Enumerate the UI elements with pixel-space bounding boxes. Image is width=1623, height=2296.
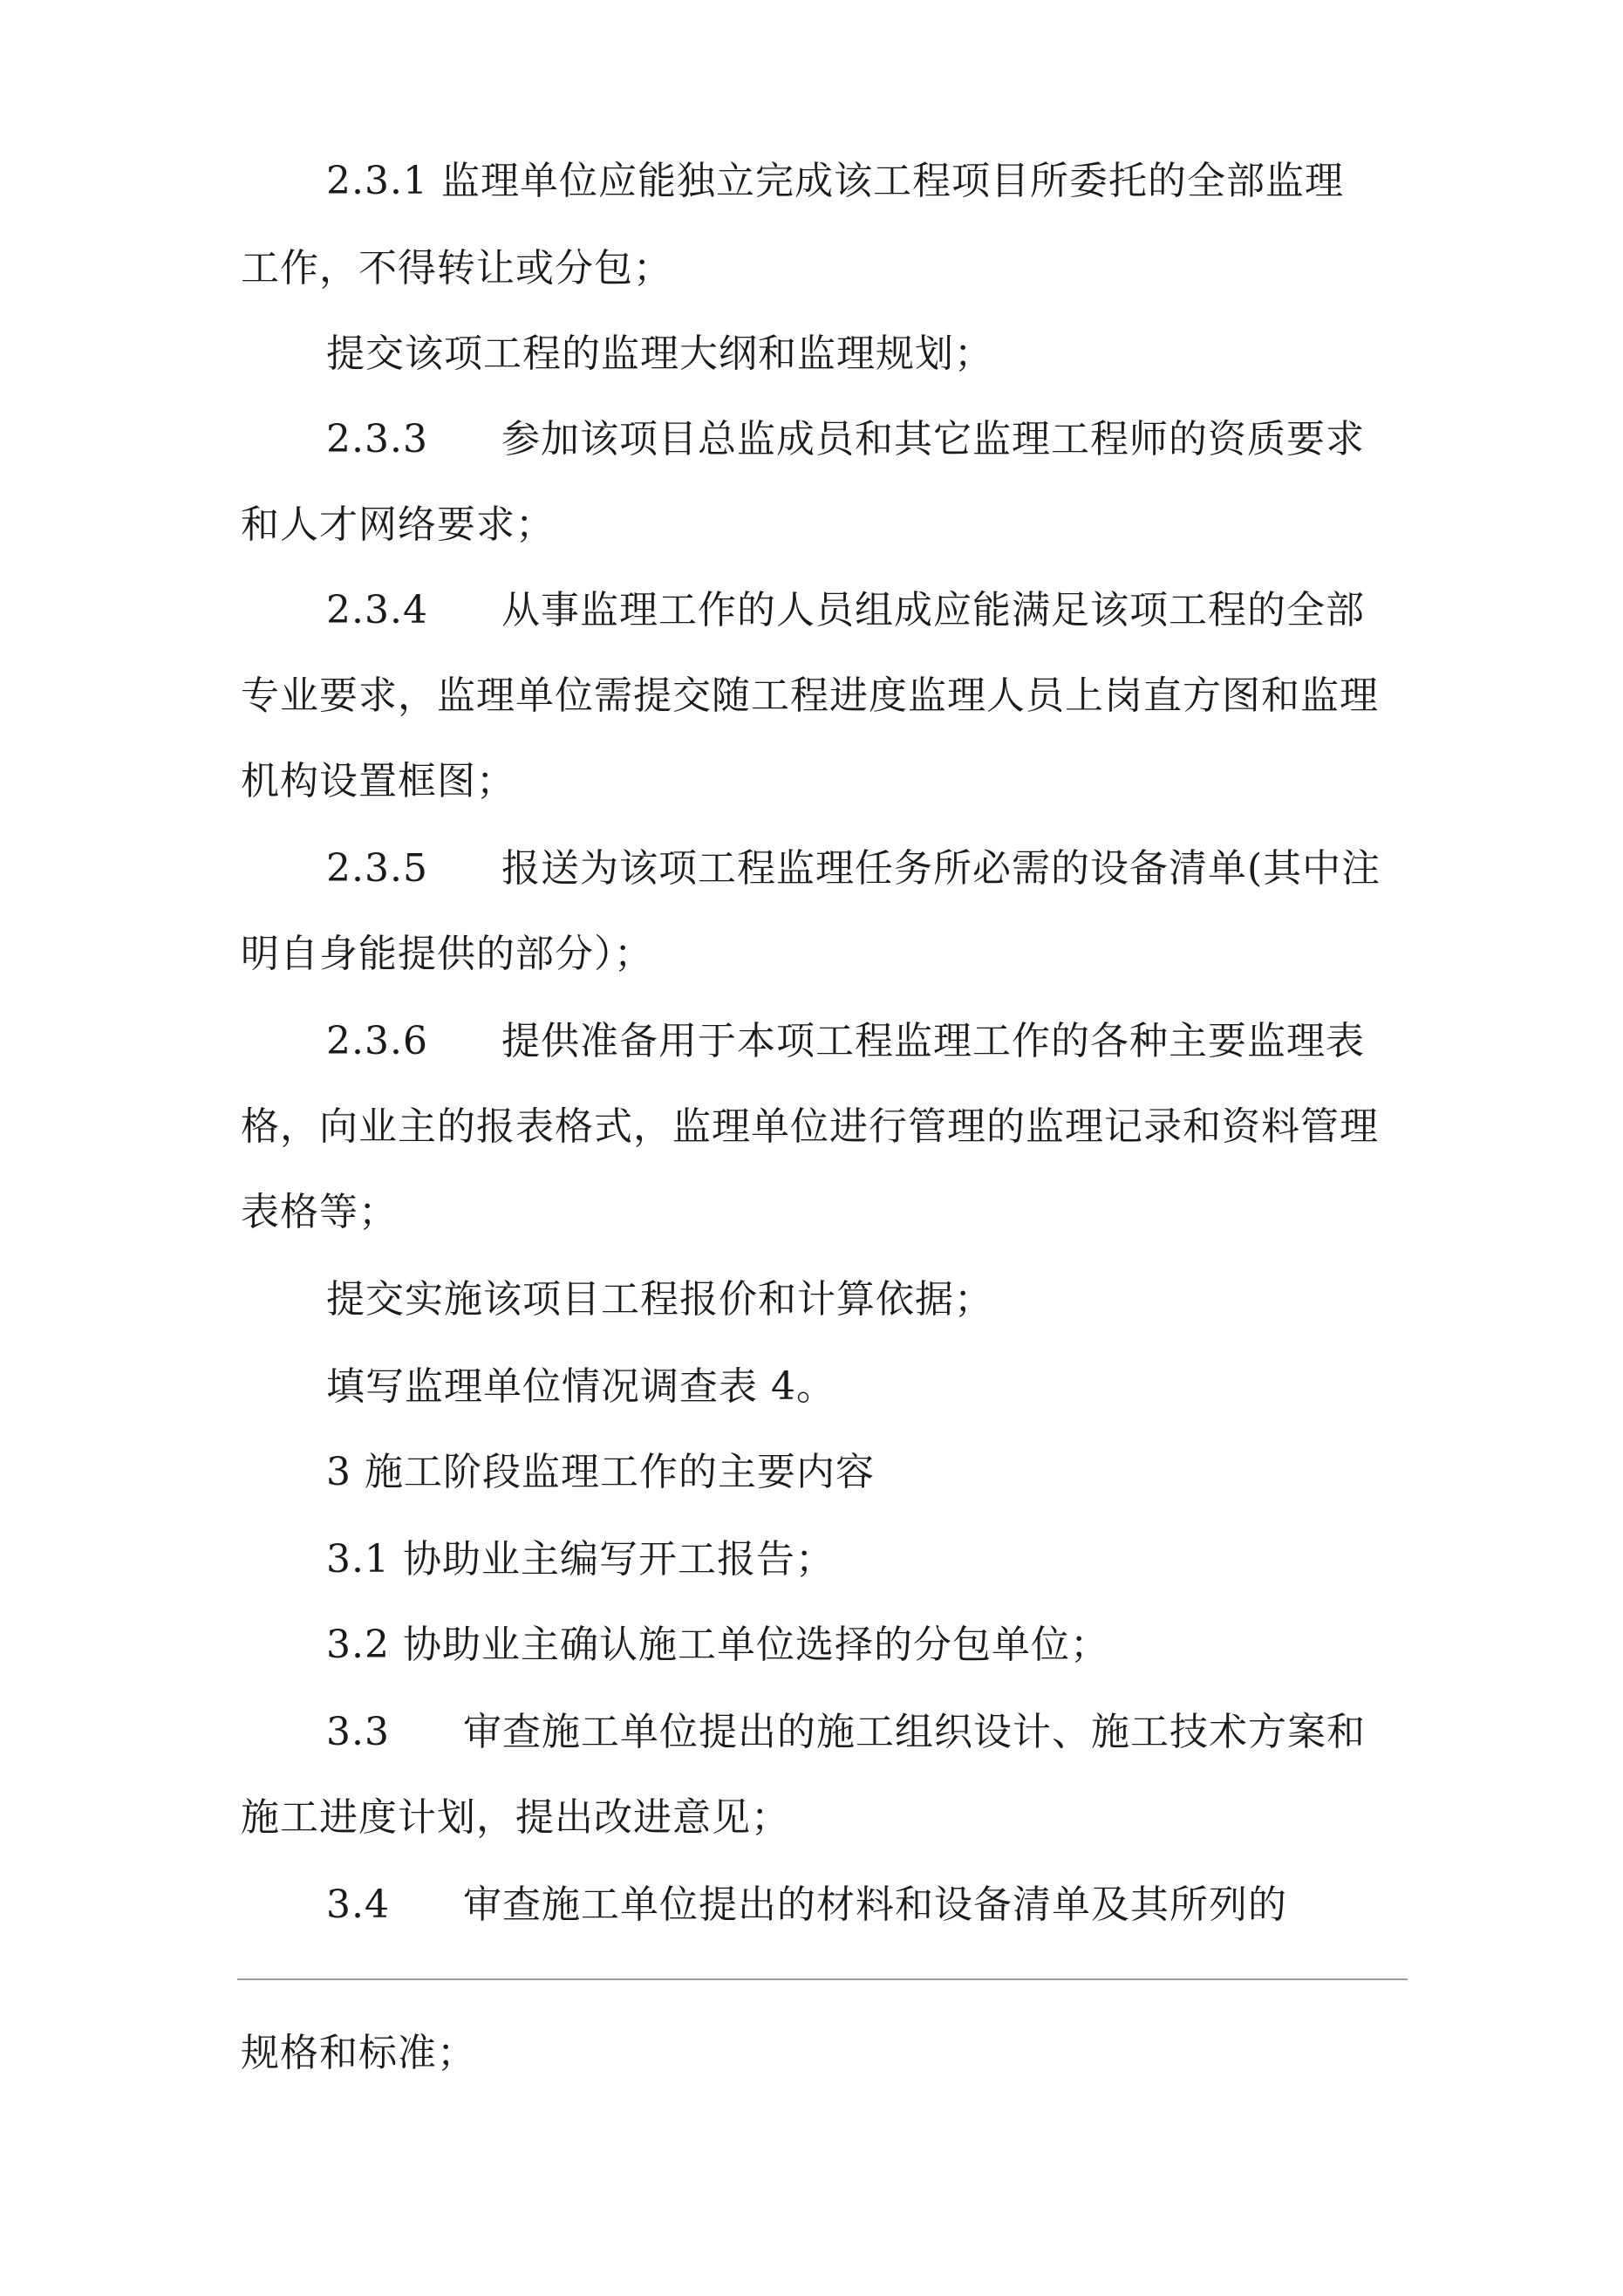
paragraph-2-3-4-line-2 (241, 670, 1409, 722)
paragraph-2-3-7 (326, 1274, 1409, 1326)
paragraph-2-3-1-line-1 (326, 155, 1409, 208)
item-number: 2.3.6 (326, 1019, 428, 1063)
text: 2.3.1 监理单位应能独立完成该工程项目所委托的全部监理 (326, 159, 1344, 203)
paragraph-2-3-8 (326, 1361, 1409, 1413)
text: 专业要求，监理单位需提交随工程进度监理人员上岗直方图和监理 (241, 673, 1379, 718)
text: 报送为该项工程监理任务所必需的设备清单(其中注 (501, 846, 1381, 891)
paragraph-2-3-3-line-2 (241, 499, 1409, 551)
paragraph-3-3-line-2 (241, 1792, 1409, 1844)
item-number: 2.3.4 (326, 588, 428, 632)
item-number: 2.3.5 (326, 846, 428, 891)
text: 3.2 协助业主确认施工单位选择的分包单位； (326, 1623, 1109, 1667)
text: 3 施工阶段监理工作的主要内容 (326, 1450, 875, 1494)
item-number: 3.4 (326, 1883, 390, 1927)
paragraph-2-3-5-line-2 (241, 928, 1409, 981)
text: 从事监理工作的人员组成应能满足该项工程的全部 (501, 588, 1365, 632)
text: 审查施工单位提出的材料和设备清单及其所列的 (462, 1883, 1287, 1927)
paragraph-2-3-6-line-1 (326, 1015, 1409, 1068)
text: 机构设置框图； (241, 759, 515, 803)
paragraph-2-3-6-line-3 (241, 1186, 1409, 1239)
paragraph-3-4-line-2 (241, 2027, 1409, 2080)
section-3-heading (326, 1446, 1409, 1499)
text: 施工进度计划，提出改进意见； (241, 1795, 790, 1840)
paragraph-3-2 (326, 1619, 1409, 1671)
paragraph-2-3-4-line-1 (326, 584, 1409, 637)
paragraph-3-3-line-1 (326, 1706, 1409, 1759)
paragraph-2-3-5-line-1 (326, 843, 1409, 895)
text: 3.1 协助业主编写开工报告； (326, 1537, 835, 1582)
text: 明自身能提供的部分）； (241, 932, 653, 976)
text: 提交该项工程的监理大纲和监理规划； (326, 331, 993, 376)
paragraph-2-3-4-line-3 (241, 755, 1409, 808)
paragraph-3-1 (326, 1534, 1409, 1586)
item-number: 2.3.3 (326, 417, 428, 461)
text: 参加该项目总监成员和其它监理工程师的资质要求 (501, 417, 1365, 461)
text: 填写监理单位情况调查表 4。 (326, 1364, 835, 1409)
text: 规格和标准； (241, 2031, 476, 2075)
text: 格，向业主的报表格式，监理单位进行管理的监理记录和资料管理 (241, 1104, 1379, 1149)
text: 和人才网络要求； (241, 502, 555, 547)
text: 工作，不得转让或分包； (241, 246, 672, 290)
paragraph-2-3-6-line-2 (241, 1101, 1409, 1153)
text: 表格等； (241, 1190, 398, 1234)
page-divider (237, 1978, 1408, 1980)
text: 提交实施该项目工程报价和计算依据； (326, 1277, 993, 1322)
item-number: 3.3 (326, 1710, 390, 1754)
text: 提供准备用于本项工程监理工作的各种主要监理表 (501, 1019, 1365, 1063)
paragraph-2-3-1-line-2 (241, 243, 1409, 295)
text: 审查施工单位提出的施工组织设计、施工技术方案和 (462, 1710, 1366, 1754)
paragraph-2-3-2 (326, 328, 1409, 380)
paragraph-3-4-line-1 (326, 1879, 1409, 1931)
paragraph-2-3-3-line-1 (326, 413, 1409, 466)
